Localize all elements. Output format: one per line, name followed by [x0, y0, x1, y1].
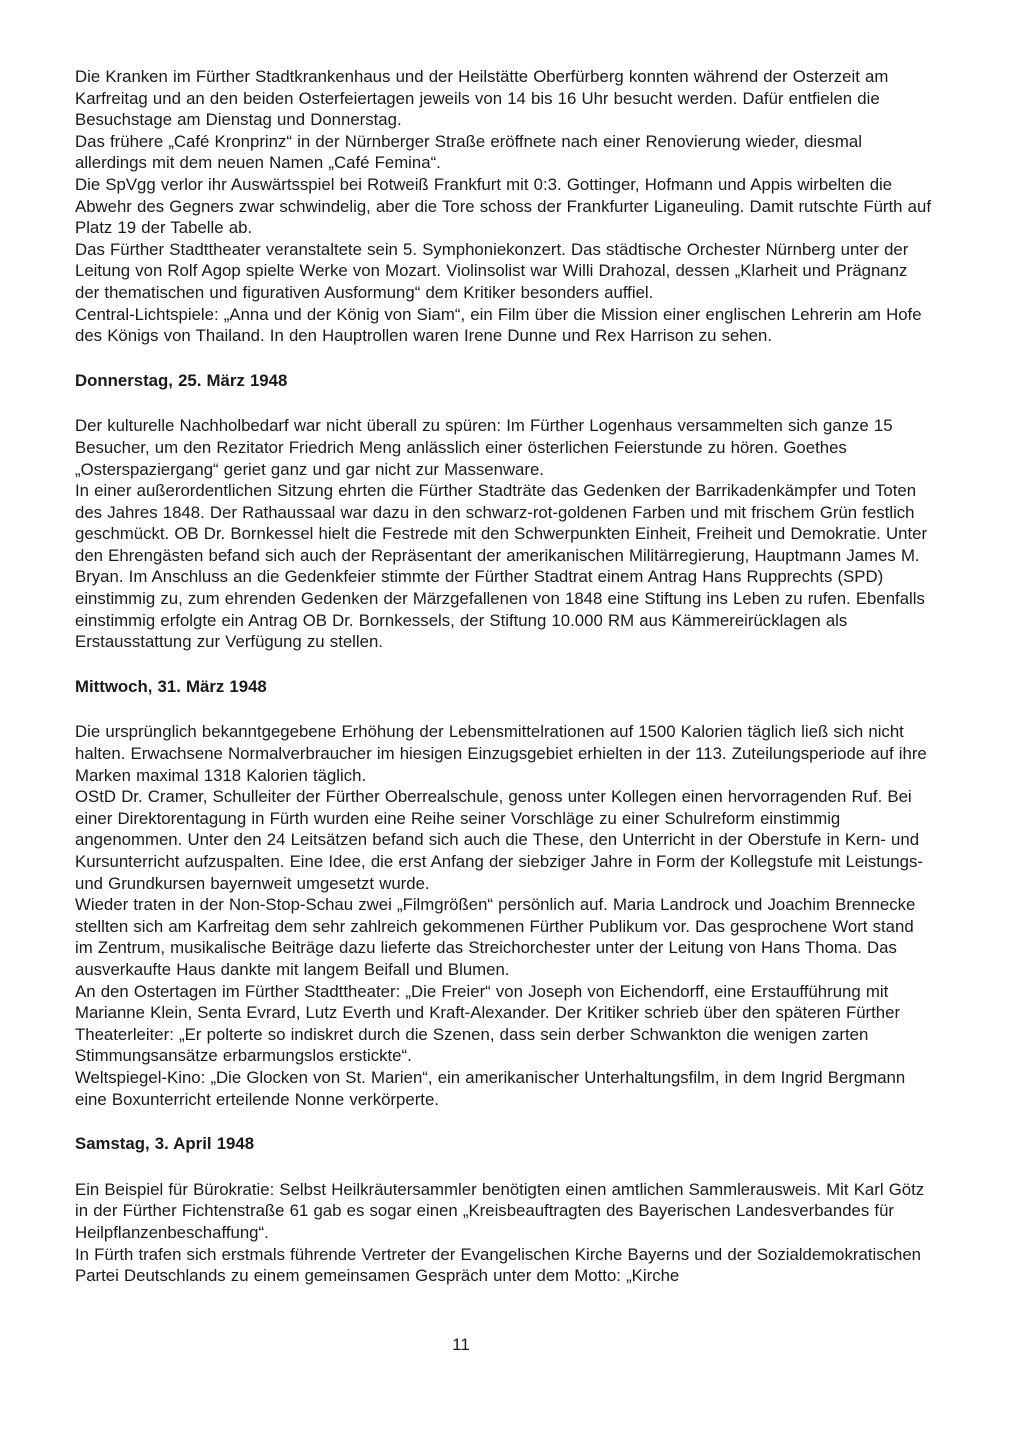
paragraph: Wieder traten in der Non-Stop-Schau zwei „Filmgrößen“ persönlich auf. Maria Landrock und Joachim Brennecke stellten sich am Karfreitag dem sehr zahlreich gekommenen Fürther Publikum vor. Das gesprochene Wort stand im Zentrum, musikalische Beiträge dazu lieferte das Streichorchester unter der Leitung von Hans Thoma. Das ausverkaufte Haus dankte mit langem Beifall und Blumen. [75, 895, 916, 979]
date-heading: Donnerstag, 25. März 1948 [75, 370, 288, 390]
paragraph: OStD Dr. Cramer, Schulleiter der Fürther Oberrealschule, genoss unter Kollegen einen hervorragenden Ruf. Bei einer Direktorentagung in Fürth wurden eine Reihe seiner Vorschläge zu einer Schulreform einstimmig angenommen. Unter den 24 Leitsätzen befand sich auch die These, den Unterricht in der Oberstufe in Kern- und Kursunterricht aufzuspalten. Eine Idee, die erst Anfang der siebziger Jahre in Form der Kollegstufe mit Leistungs- und Grundkursen bayernweit umgesetzt wurde. [75, 787, 923, 893]
paragraph: Die SpVgg verlor ihr Auswärtsspiel bei Rotweiß Frankfurt mit 0:3. Gottinger, Hofmann und Appis wirbelten die Abwehr des Gegners zwar schwindelig, aber die Tore schoss der Frankfurter Liganeuling. Damit rutschte Fürth auf Platz 19 der Tabelle ab. [75, 174, 931, 238]
paragraph: Weltspiegel-Kino: „Die Glocken von St. Marien“, ein amerikanischer Unterhaltungsfilm, in dem Ingrid Bergmann eine Boxunterricht erteilende Nonne verkörperte. [75, 1067, 906, 1109]
paragraph: Das frühere „Café Kronprinz“ in der Nürnberger Straße eröffnete nach einer Renovierung wieder, diesmal allerdings mit dem neuen Namen „Café Femina“. [75, 131, 862, 173]
paragraph: In Fürth trafen sich erstmals führende Vertreter der Evangelischen Kirche Bayerns und der Sozialdemokratischen Partei Deutschlands zu einem gemeinsamen Gespräch unter dem Motto: „Kirche [75, 1244, 921, 1286]
paragraph: Central-Lichtspiele: „Anna und der König von Siam“, ein Film über die Mission einer englischen Lehrerin am Hofe des Königs von Thailand. In den Hauptrollen waren Irene Dunne und Rex Harrison zu sehen. [75, 304, 922, 346]
paragraph: Die Kranken im Fürther Stadtkrankenhaus und der Heilstätte Oberfürberg konnten während der Osterzeit am Karfreitag und an den beiden Osterfeiertagen jeweils von 14 bis 16 Uhr besucht werden. Dafür entfielen die Besuchstage am Dienstag und Donnerstag. [75, 67, 889, 130]
document-content [75, 66, 935, 1287]
paragraph: In einer außerordentlichen Sitzung ehrten die Fürther Stadträte das Gedenken der Barrikadenkämpfer und Toten des Jahres 1848. Der Rathaussaal war dazu in den schwarz-rot-goldenen Farben und mit frischem Grün festlich geschmückt. OB Dr. Bornkessel hielt die Festrede mit den Schwerpunkten Einheit, Freiheit und Demokratie. Unter den Ehrengästen befand sich auch der Repräsentant der amerikanischen Militärregierung, Hauptmann James M. Bryan. Im Anschluss an die Gedenkfeier stimmte der Fürther Stadtrat einem Antrag Hans Rupprechts (SPD) einstimmig zu, zum ehrenden Gedenken der Märzgefallenen von 1848 eine Stiftung ins Leben zu rufen. Ebenfalls einstimmig erfolgte ein Antrag OB Dr. Bornkessels, der Stiftung 10.000 RM aus Kämmereirücklagen als Erstausstattung zur Verfügung zu stellen. [75, 481, 928, 652]
paragraph: Ein Beispiel für Bürokratie: Selbst Heilkräutersammler benötigten einen amtlichen Sammlerausweis. Mit Karl Götz in der Fürther Fichtenstraße 61 gab es sogar einen „Kreisbeauftragten des Bayerischen Landesverbandes für Heilpflanzenbeschaffung“. [75, 1179, 925, 1242]
date-heading: Samstag, 3. April 1948 [75, 1134, 255, 1154]
paragraph: An den Ostertagen im Fürther Stadttheater: „Die Freier“ von Joseph von Eichendorff, eine Erstaufführung mit Marianne Klein, Senta Evrard, Lutz Everth und Kraft-Alexander. Der Kritiker schrieb über den späteren Fürther Theaterleiter: „Er polterte so indiskret durch die Szenen, dass sein derber Schwankton die wenigen zarten Stimmungsansätze erbarmungslos erstickte“. [75, 981, 901, 1066]
page-number: 11 [452, 1335, 470, 1354]
date-heading: Mittwoch, 31. März 1948 [75, 676, 267, 696]
paragraph: Das Fürther Stadttheater veranstaltete sein 5. Symphoniekonzert. Das städtische Orchester Nürnberg unter der Leitung von Rolf Agop spielte Werke von Mozart. Violinsolist war Willi Drahozal, dessen „Klarheit und Prägnanz der thematischen und figurativen Ausformung“ dem Kritiker besonders auffiel. [75, 239, 909, 302]
paragraph: Der kulturelle Nachholbedarf war nicht überall zu spüren: Im Fürther Logenhaus versammelten sich ganze 15 Besucher, um den Rezitator Friedrich Meng anlässlich einer österlichen Feierstunde zu hören. Goethes „Osterspaziergang“ geriet ganz und gar nicht zur Massenware. [75, 416, 893, 479]
paragraph: Die ursprünglich bekanntgegebene Erhöhung der Lebensmittelrationen auf 1500 Kalorien täglich ließ sich nicht halten. Erwachsene Normalverbraucher im hiesigen Einzugsgebiet erhielten in der 113. Zuteilungsperiode auf ihre Marken maximal 1318 Kalorien täglich. [75, 722, 927, 785]
